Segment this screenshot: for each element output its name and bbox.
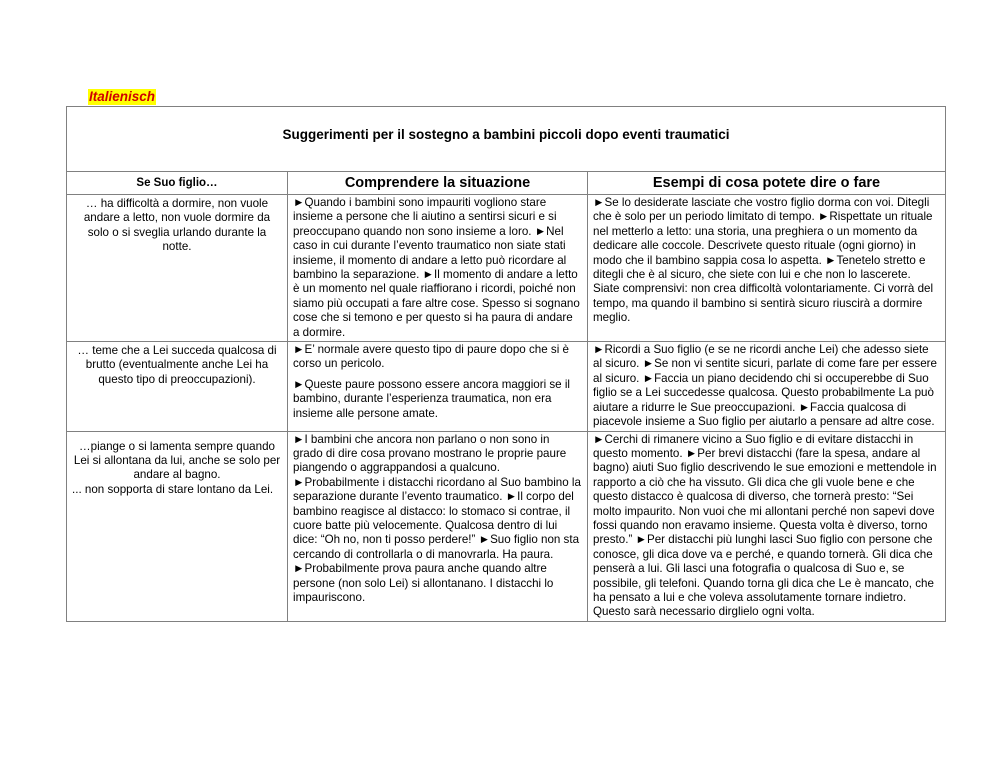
situation-cell [67, 342, 288, 431]
situation-cell [67, 195, 288, 342]
examples-cell [588, 195, 946, 342]
understanding-text: ►I bambini che ancora non parlano o non sono in grado di dire cosa provano mostrano le proprie paure piangendo o aggrappandosi a qualcuno. ►Probabilmente i distacchi ricordano al Suo bambino la separazione durante l’evento traumatico. ►Il corpo del bambino reagisce al distacco: lo stomaco si contrae, il cuore batte più velocemente. Qualcosa dentro di lui dice: “Oh no, non ti posso perdere!” ►Suo figlio non sta cercando di controllarla o di manovrarla. Ha paura. ►Probabilmente prova paura anche quando altre persone (non solo Lei) si allontanano. I distacchi lo impauriscono. [293, 432, 581, 604]
understanding-text: ►Queste paure possono essere ancora maggiori se il bambino, durante l’esperienza traumatica, non era insieme alle persone amate. [293, 377, 570, 420]
examples-cell [588, 431, 946, 621]
title-row [67, 107, 946, 172]
understanding-cell [288, 342, 588, 431]
understanding-text: ►E’ normale avere questo tipo di paure dopo che si è corso un pericolo. [293, 343, 569, 371]
situation-text: …piange o si lamenta sempre quando Lei si allontana da lui, anche se solo per andare al bagno. [73, 439, 281, 482]
examples-cell [588, 342, 946, 431]
tips-table [66, 106, 946, 622]
situation-text: … teme che a Lei succeda qualcosa di brutto (eventualmente anche Lei ha questo tipo di preoccupazioni). [77, 344, 277, 386]
understanding-text: ►Quando i bambini sono impauriti vogliono stare insieme a persone che li aiutino a sentirsi sicuri e si preoccupano quando non sono insieme a loro. ►Nel caso in cui durante l’evento traumatico non siate stati insieme, il momento di andare a letto può ricordare al bambino la separazione. ►Il momento di andare a letto è un momento nel quale riaffiorano i ricordi, poiché non siamo più occupati a fare altre cose. Spesso si sognano cose che si temono e per questo si ha paura di andare a dormire. [293, 196, 580, 339]
understanding-cell [288, 195, 588, 342]
header-understanding: Comprendere la situazione [288, 172, 588, 195]
header-row [67, 172, 946, 195]
examples-text: ►Se lo desiderate lasciate che vostro figlio dorma con voi. Ditegli che è solo per un periodo limitato di tempo. ►Rispettate un rituale nel metterlo a letto: una storia, una preghiera o un momento da dedicare alle coccole. Descrivete questo rituale (ogni giorno) in modo che il bambino sappia cosa lo aspetta. ►Tenetelo stretto e ditegli che è al sicuro, che siete con lui e che non lo lascerete. Siate comprensivi: non crea difficoltà volontariamente. Ci vorrà del tempo, ma quando il bambino si sentirà sicuro riuscirà a dormire meglio. [593, 196, 934, 325]
table-row [67, 342, 946, 431]
situation-cell [67, 431, 288, 621]
header-situation: Se Suo figlio… [67, 172, 288, 195]
situation-text: ... non sopporta di stare lontano da Lei. [72, 482, 274, 496]
examples-text: ►Ricordi a Suo figlio (e se ne ricordi anche Lei) che adesso siete al sicuro. ►Se non vi sentite sicuri, parlate di come fare per essere al sicuro. ►Faccia un piano decidendo chi si occuperebbe di Suo figlio se a Lei succedesse qualcosa. Questo probabilmente La può aiutare a ridurre le Sue preoccupazioni. ►Faccia qualcosa di piacevole insieme a Suo figlio per aiutarlo a pensare ad altre cose. [593, 343, 937, 429]
examples-text: ►Cerchi di rimanere vicino a Suo figlio e di evitare distacchi in questo momento. ►Per brevi distacchi (fare la spesa, andare al bagno) aiuti Suo figlio descrivendo le sue emozioni e mettendole in rapporto a ciò che ha vissuto. Gli dica che gli vuole bene e che questo distacco è qualcosa di diverso, che tornerà presto: “Sei molto impaurito. Non vuoi che mi allontani perché non sapevi dove fossi quando non eravamo insieme. Questa volta è diverso, torno presto.” ►Per distacchi più lunghi lasci Suo figlio con persone che conosce, gli dica dove va e perché, e quando tornerà. Gli dica che penserà a lui. Gli lasci una fotografia o qualcosa di Suo e, se possibile, gli telefoni. Quando torna gli dica che Le è mancato, che ha pensato a lui e che voleva assolutamente tornare indietro. Questo sarà necessario dirglielo ogni volta. [593, 432, 937, 619]
situation-text: … ha difficoltà a dormire, non vuole andare a letto, non vuole dormire da solo o si sveglia urlando durante la notte. [83, 197, 271, 254]
table-title: Suggerimenti per il sostegno a bambini piccoli dopo eventi traumatici [67, 107, 946, 172]
table-row [67, 431, 946, 621]
table-row [67, 195, 946, 342]
understanding-cell [288, 431, 588, 621]
language-label: Italienisch [89, 89, 156, 104]
header-examples: Esempi di cosa potete dire o fare [588, 172, 946, 195]
